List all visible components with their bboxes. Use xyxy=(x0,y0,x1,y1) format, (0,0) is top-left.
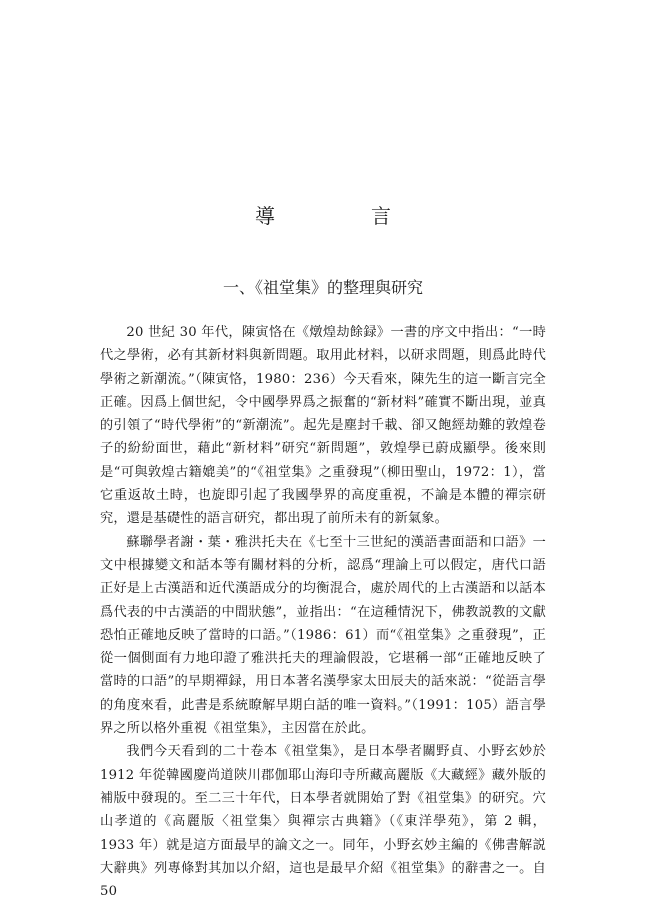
paragraph-2: 蘇聯學者謝・葉・雅洪托夫在《七至十三世紀的漢語書面語和口語》一文中根據變文和話本等有關材料的分析，認爲“理論上可以假定，唐代口語正好是上古漢語和近代漢語成分的均衡混合，處於周代的上古漢語和以話本爲代表的中古漢語的中間狀態”，並指出：“在這種情況下，佛教説教的文獻恐怕正確地反映了當時的口語。”（1986：61）而“《祖堂集》之重發現”，正從一個側面有力地印證了雅洪托夫的理論假設，它堪稱一部“正確地反映了當時的口語”的早期禪録，用日本著名漢學家太田辰夫的話來説：“從語言學的角度來看，此書是系統瞭解早期白話的唯一資料。”（1991：105）語言學界之所以格外重視《祖堂集》，主因當在於此。 xyxy=(100,534,546,737)
section-heading: 一、《祖堂集》的整理與研究 xyxy=(222,278,423,297)
paragraph-3: 我們今天看到的二十卷本《祖堂集》，是日本學者關野貞、小野玄妙於 1912 年從韓國慶尚道陝川郡伽耶山海印寺所藏高麗版《大藏經》藏外版的補版中發現的。至二三十年代，日本學者就開始了對《祖堂集》的研究。穴山孝道的《高麗版〈祖堂集〉與禪宗古典籍》（《東洋學苑》，第 2 輯，1933 年）就是這方面最早的論文之一。同年，小野玄妙主編的《佛書解説大辭典》列專條對其加以介紹，這也是最早介紹《祖堂集》的辭書之一。自 50 xyxy=(100,744,546,900)
body-text xyxy=(100,321,546,903)
paragraph-1: 20 世紀 30 年代，陳寅恪在《燉煌劫餘録》一書的序文中指出：“一時代之學術，必有其新材料與新問題。取用此材料，以研求問題，則爲此時代學術之新潮流。”（陳寅恪，1980：236）今天看來，陳先生的這一斷言完全正確。因爲上個世紀，令中國學界爲之振奮的“新材料”確實不斷出現，並真的引領了“時代學術”的“新潮流”。起先是塵封千載、卻又飽經劫難的敦煌卷子的紛紛面世，藉此“新材料”研究“新問題”，敦煌學已蔚成顯學。後來則是“可與敦煌古籍媲美”的“《祖堂集》之重發現”（柳田聖山，1972：1），當它重返故土時，也旋即引起了我國學界的高度重視，不論是本體的禪宗研究，還是基礎性的語言研究，都出現了前所未有的新氣象。 xyxy=(100,325,546,527)
chapter-title: 導 言 xyxy=(255,204,429,228)
